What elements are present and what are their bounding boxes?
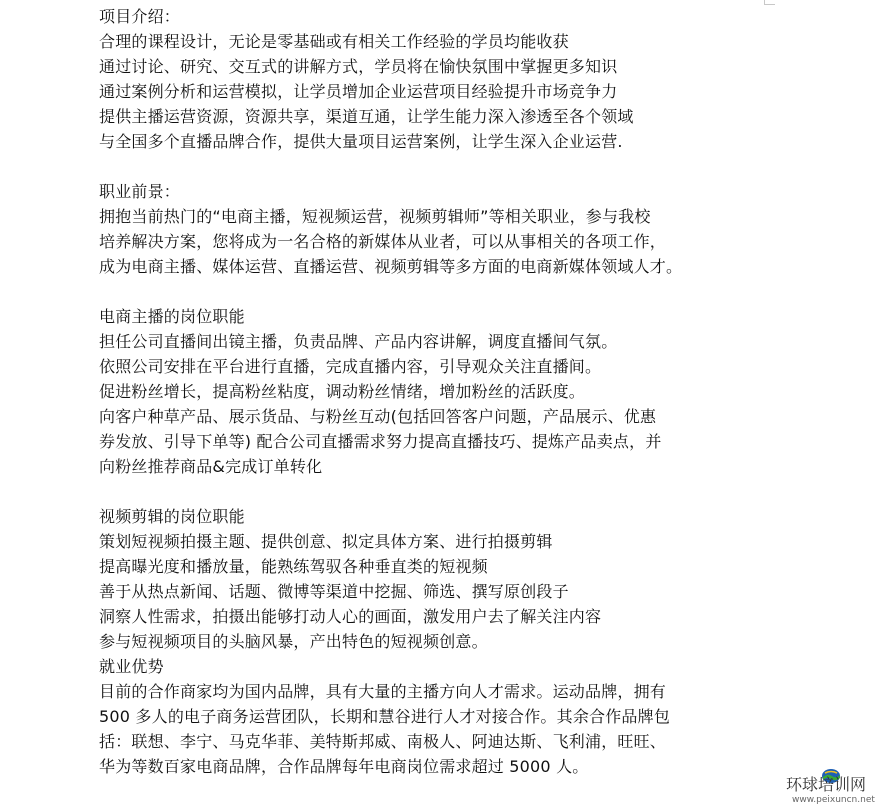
paragraph-line: 提供主播运营资源，资源共享，渠道互通，让学生能力深入渗透至各个领域 bbox=[99, 107, 634, 126]
paragraph-line: 括：联想、李宁、马克华菲、美特斯邦威、南极人、阿迪达斯、飞利浦，旺旺、 bbox=[99, 732, 667, 751]
list-item: 洞察人性需求，拍摄出能够打动人心的画面，激发用户去了解关注内容 bbox=[99, 607, 602, 626]
paragraph-line: 500 多人的电子商务运营团队，长期和慧谷进行人才对接合作。其余合作品牌包 bbox=[99, 707, 671, 726]
list-item-continued: 向粉丝推荐商品&完成订单转化 bbox=[99, 457, 323, 476]
paragraph-line: 华为等数百家电商品牌，合作品牌每年电商岗位需求超过 5000 人。 bbox=[99, 757, 589, 776]
section-heading-career-prospects: 职业前景： bbox=[99, 182, 181, 201]
list-item: 提高曝光度和播放量，能熟练驾驭各种垂直类的短视频 bbox=[99, 557, 488, 576]
paragraph-line: 培养解决方案，您将成为一名合格的新媒体从业者，可以从事相关的各项工作， bbox=[99, 232, 667, 251]
section-heading-employment-advantages: 就业优势 bbox=[99, 657, 164, 676]
paragraph-line: 通过讨论、研究、交互式的讲解方式，学员将在愉快氛围中掌握更多知识 bbox=[99, 57, 618, 76]
paragraph-line: 通过案例分析和运营模拟，让学员增加企业运营项目经验提升市场竞争力 bbox=[99, 82, 618, 101]
list-item-continued: 券发放、引导下单等) 配合公司直播需求努力提高直播技巧、提炼产品卖点，并 bbox=[99, 432, 662, 451]
paragraph-line: 成为电商主播、媒体运营、直播运营、视频剪辑等多方面的电商新媒体领域人才。 bbox=[99, 257, 683, 276]
watermark bbox=[786, 768, 878, 806]
document-body bbox=[99, 4, 869, 779]
watermark-url: www.peixuncn.net bbox=[792, 795, 875, 805]
section-heading-project-intro: 项目介绍： bbox=[99, 7, 181, 26]
list-item: 促进粉丝增长，提高粉丝粘度，调动粉丝情绪，增加粉丝的活跃度。 bbox=[99, 382, 586, 401]
watermark-title: 环球培训网 bbox=[786, 775, 867, 794]
blank-line bbox=[99, 479, 869, 504]
paragraph-line: 与全国多个直播品牌合作，提供大量项目运营案例，让学生深入企业运营. bbox=[99, 132, 623, 151]
list-item: 参与短视频项目的头脑风暴，产出特色的短视频创意。 bbox=[99, 632, 488, 651]
list-item: 依照公司安排在平台进行直播，完成直播内容，引导观众关注直播间。 bbox=[99, 357, 602, 376]
list-item: 策划短视频拍摄主题、提供创意、拟定具体方案、进行拍摄剪辑 bbox=[99, 532, 553, 551]
list-item: 善于从热点新闻、话题、微博等渠道中挖掘、筛选、撰写原创段子 bbox=[99, 582, 569, 601]
paragraph-line: 目前的合作商家均为国内品牌，具有大量的主播方向人才需求。运动品牌，拥有 bbox=[99, 682, 667, 701]
blank-line bbox=[99, 279, 869, 304]
section-heading-video-editor-duties: 视频剪辑的岗位职能 bbox=[99, 507, 245, 526]
list-item: 向客户种草产品、展示货品、与粉丝互动(包括回答客户问题，产品展示、优惠 bbox=[99, 407, 657, 426]
list-item: 担任公司直播间出镜主播，负责品牌、产品内容讲解，调度直播间气氛。 bbox=[99, 332, 618, 351]
blank-line bbox=[99, 154, 869, 179]
section-heading-streamer-duties: 电商主播的岗位职能 bbox=[99, 307, 245, 326]
paragraph-line: 拥抱当前热门的“电商主播，短视频运营，视频剪辑师”等相关职业，参与我校 bbox=[99, 207, 651, 226]
paragraph-line: 合理的课程设计，无论是零基础或有相关工作经验的学员均能收获 bbox=[99, 32, 569, 51]
